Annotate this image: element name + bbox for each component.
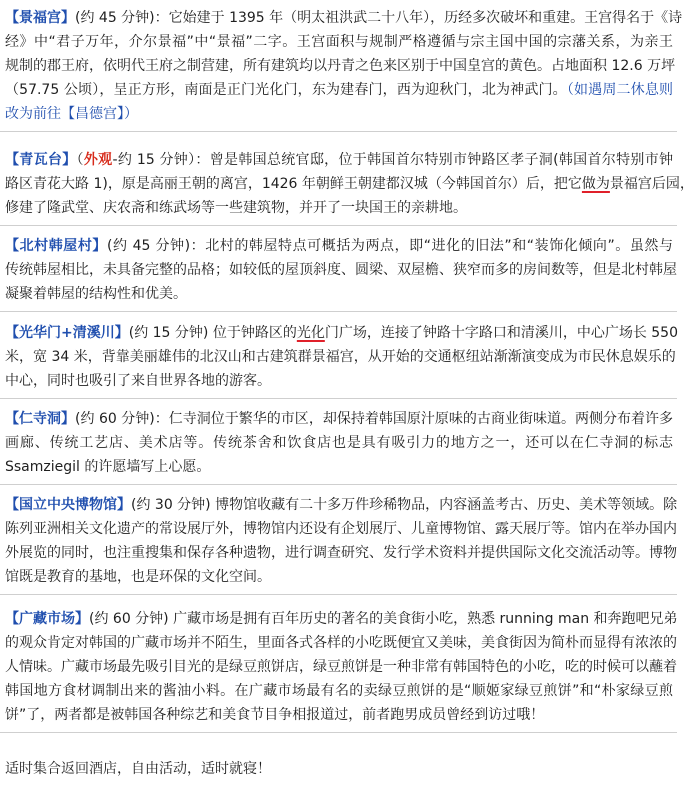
text-line [5, 30, 673, 54]
section-gyeongbokgung [0, 0, 683, 132]
text-run: 馆既是教育的基地，也是环保的文化空间。 [5, 569, 271, 585]
text-line [5, 407, 673, 431]
text-line [5, 517, 677, 541]
section-national-museum [0, 487, 677, 595]
text-run: 规制的郡王府，依明代王府之制营建，所有建筑均以丹青之色来区别于中国皇宫的黄色。占地面积 12.6 万坪 [5, 58, 676, 74]
text-line [5, 148, 673, 172]
text-run: -约 15 分钟）：曾是韩国总统官邸，位于韩国首尔特别市钟路区孝子洞(韩国首尔特别市钟 [112, 152, 674, 168]
text-line [5, 631, 677, 655]
text-line [5, 655, 677, 679]
text-line [5, 455, 673, 479]
text-run: 中心，同时也吸引了来自世界各地的游客。 [5, 373, 271, 389]
text-line [5, 679, 673, 703]
text-line [5, 565, 673, 589]
text-run: 路区青花大路 1)，原是高丽王朝的离宫，1426 年朝鲜王朝建都汉城（今韩国首尔）后，把它 [5, 176, 582, 192]
text-line [5, 607, 678, 631]
text-line [5, 196, 673, 220]
text-line [5, 234, 673, 258]
text-run: 陈列亚洲相关文化遗产的常设展厅外，博物馆内还设有企划展厅、儿童博物馆、露天展厅等。馆内在举办国内 [5, 521, 677, 537]
text-run: (约 45 分钟)：它始建于 1395 年（明太祖洪武二十八年），历经多次破坏和重建。王宫得名于《诗 [75, 10, 683, 26]
text-run: (约 60 分钟) 广藏市场是拥有百年历史的著名的美食街小吃，熟悉 running man 和奔跑吧兄弟 [89, 611, 678, 627]
text-run: (约 60 分钟)：仁寺洞位于繁华的市区，却保持着韩国原汁原味的古商业街味道。两侧分布着许多 [75, 411, 674, 427]
text-line [5, 172, 694, 196]
text-run: （57.75 公顷），呈正方形，南面是正门光化门，东为建春门，西为迎秋门，北为神武门。 [5, 82, 567, 98]
text-line [5, 431, 673, 455]
section-heading: 【仁寺洞】 [5, 411, 76, 427]
spellcheck-flagged-word: 做为 [581, 176, 610, 192]
section-closing [0, 751, 677, 787]
text-line [5, 282, 673, 306]
text-line [5, 493, 678, 517]
section-heading: 【光华门+清溪川】 [5, 325, 129, 341]
alternate-note: 改为前往【昌德宫】） [5, 106, 138, 122]
alternate-note: （如遇周二休息则 [566, 82, 674, 98]
text-run: 门广场，连接了钟路十字路口和清溪川，中心广场长 550 [324, 325, 678, 341]
text-run: 韩国地方食材调制出来的酱油小料。在广藏市场最有名的卖绿豆煎饼的是“顺姬家绿豆煎饼”和“朴家绿豆煎 [5, 683, 673, 699]
text-run: 的观众肯定对韩国的广藏市场并不陌生，里面各式各样的小吃既便宜又美味，美食街因为简朴而显得有浓浓的 [5, 635, 677, 651]
text-run: 人情味。广藏市场最先吸引目光的是绿豆煎饼店，绿豆煎饼是一种非常有韩国特色的小吃，吃的时候可以蘸着 [5, 659, 677, 675]
section-heading: 【国立中央博物馆】 [5, 497, 131, 513]
text-line [5, 321, 678, 345]
section-heading: 【北村韩屋村】 [5, 238, 107, 254]
text-run: （ [76, 152, 84, 168]
text-run: (约 45 分钟)：北村的韩屋特点可概括为两点，即“进化的旧法”和“装饰化倾向”。虽然与 [107, 238, 674, 254]
spellcheck-flagged-word: 光化 [296, 325, 325, 341]
text-line [5, 54, 676, 78]
text-run: 经》中“君子万年，介尔景福”中“景福”二字。王宫面积与规制严格遵循与宗主国中国的宗藩关系，为亲王 [5, 34, 673, 50]
text-line [5, 703, 673, 727]
text-run: 适时集合返回酒店，自由活动，适时就寝！ [5, 761, 271, 777]
text-line [5, 369, 673, 393]
text-run: 凝聚着韩屋的结构性和优美。 [5, 286, 187, 302]
section-heading: 【广藏市场】 [5, 611, 89, 627]
text-run: 修建了隆武堂、庆农斋和练武场等一些建筑物，并开了一块国王的亲耕地。 [5, 200, 467, 216]
text-line [5, 345, 676, 369]
text-run: (约 15 分钟) 位于钟路区的 [128, 325, 297, 341]
text-run: (约 30 分钟) 博物馆收藏有二十多万件珍稀物品，内容涵盖考古、历史、美术等领域。除 [131, 497, 678, 513]
text-line [5, 258, 677, 282]
text-run: 传统韩屋相比，未具备完整的品格；如较低的屋顶斜度、圆梁、双屋檐、狭窄而多的房间数等，但是北村韩屋 [5, 262, 677, 278]
text-line [5, 78, 673, 102]
section-gwangjang-market [0, 601, 677, 733]
section-insadong [0, 401, 677, 485]
text-line [5, 102, 673, 126]
text-run: 饼”了，两者都是被韩国各种综艺和美食节目争相报道过，前者跑男成员曾经到访过哦！ [5, 707, 545, 723]
text-line [5, 6, 683, 30]
text-line [5, 757, 673, 781]
section-bukchon-hanok-village [0, 228, 677, 312]
exterior-only-tag: 外观 [83, 152, 113, 168]
section-gwanghwamun-cheonggyecheon [0, 315, 677, 399]
text-run: 景福宫后园， [609, 176, 694, 192]
text-run: Ssamziegil 的许愿墙写上心愿。 [5, 459, 211, 475]
section-blue-house [0, 142, 694, 226]
section-heading: 【青瓦台】 [5, 152, 77, 168]
section-heading: 【景福宫】 [5, 10, 75, 26]
text-run: 外展览的同时，也注重搜集和保存各种遗物，进行调查研究、发行学术资料并提供国际文化交流活动等。博物 [5, 545, 677, 561]
text-run: 米，宽 34 米，背靠美丽雄伟的北汉山和古建筑群景福宫，从开始的交通枢纽站渐渐演变成为市民休息娱乐的 [5, 349, 676, 365]
text-line [5, 541, 677, 565]
text-run: 画廊、传统工艺店、美术店等。传统茶舍和饮食店也是具有吸引力的地方之一，还可以在仁寺洞的标志 [5, 435, 673, 451]
